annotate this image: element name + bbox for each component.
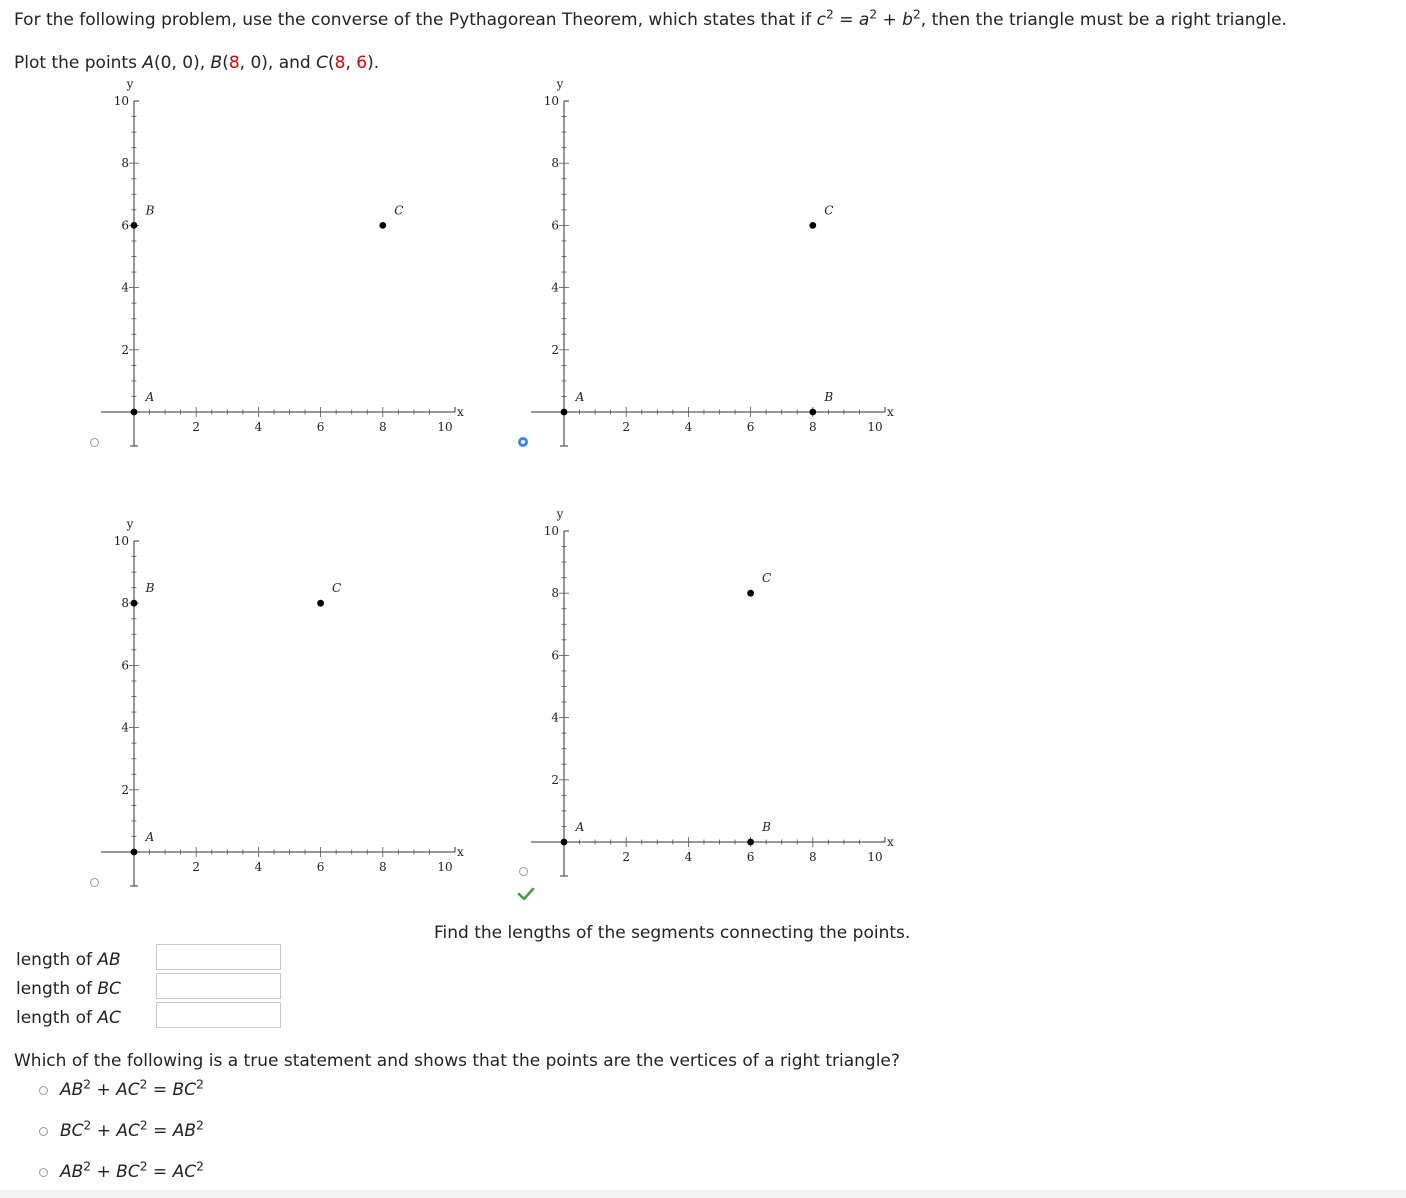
length-label-text: length of: [16, 1008, 98, 1028]
term: AB: [60, 1080, 84, 1100]
y-tick-label: 10: [543, 524, 559, 538]
y-tick-label: 10: [113, 534, 129, 548]
page-footer-shade: [0, 1190, 1406, 1198]
y-tick-label: 10: [113, 94, 129, 108]
point-a-coords: (0, 0),: [154, 53, 211, 73]
y-axis-label: y: [126, 517, 134, 531]
y-tick-label: 2: [551, 772, 559, 787]
point-a: [561, 839, 568, 846]
point-b: [747, 839, 754, 846]
exponent: 2: [196, 1118, 204, 1133]
equals-sign: =: [147, 1121, 173, 1141]
lengths-prompt: Find the lengths of the segments connecting the points.: [434, 923, 911, 943]
exponent: 2: [196, 1077, 204, 1092]
y-axis-label: y: [556, 77, 564, 91]
point-c-y: 6: [356, 53, 368, 73]
length-ab-input[interactable]: [156, 944, 281, 970]
graph-option-4[interactable]: [520, 508, 910, 888]
plus-sign: +: [91, 1162, 117, 1182]
point-label-b: B: [145, 203, 155, 218]
length-label-text: length of: [16, 950, 98, 970]
x-tick-label: 8: [378, 420, 387, 434]
paren: (: [328, 53, 335, 73]
y-tick-label: 6: [121, 658, 129, 673]
x-tick-label: 2: [622, 850, 631, 864]
x-tick-label: 10: [437, 860, 453, 874]
var-c: c: [816, 10, 827, 30]
segment-name: BC: [97, 979, 121, 999]
point-b: [131, 222, 138, 229]
statement-option-3-radio[interactable]: [39, 1168, 48, 1177]
point-c: [379, 222, 386, 229]
exponent: 2: [912, 7, 921, 22]
x-tick-label: 10: [437, 420, 453, 434]
exponent: 2: [83, 1077, 92, 1092]
length-label-text: length of: [16, 979, 98, 999]
paren: (: [222, 53, 229, 73]
point-label-c: C: [762, 571, 772, 586]
y-axis-label: y: [556, 507, 564, 521]
var-b: b: [902, 10, 913, 30]
plot-instruction: [14, 53, 379, 73]
point-label-a: A: [145, 390, 155, 404]
plus-sign: +: [91, 1080, 117, 1100]
comma: ,: [345, 53, 357, 73]
exponent: 2: [196, 1159, 204, 1174]
equals-sign: =: [147, 1080, 173, 1100]
exponent: 2: [869, 7, 878, 22]
x-tick-label: 8: [808, 850, 817, 864]
x-tick-label: 4: [684, 420, 693, 434]
term: BC: [60, 1121, 84, 1141]
statement-question: Which of the following is a true statement and shows that the points are the vertices of a right triangle?: [14, 1051, 900, 1071]
term: AC: [172, 1162, 197, 1182]
x-tick-label: 2: [192, 420, 201, 434]
point-label-b: B: [145, 581, 155, 596]
term: AC: [116, 1080, 140, 1100]
point-a: [561, 409, 568, 416]
exponent: 2: [83, 1159, 92, 1174]
x-tick-label: 2: [622, 420, 631, 434]
y-tick-label: 2: [121, 782, 129, 797]
statement-option-2[interactable]: [60, 1118, 204, 1141]
term: AC: [116, 1121, 140, 1141]
exponent: 2: [83, 1118, 92, 1133]
point-b-x: 8: [228, 53, 240, 73]
exponent: 2: [139, 1159, 148, 1174]
x-tick-label: 6: [746, 850, 755, 864]
x-tick-label: 10: [867, 850, 883, 864]
x-tick-label: 4: [684, 850, 693, 864]
var-a: a: [858, 10, 870, 30]
x-axis-label: x: [457, 845, 464, 859]
y-tick-label: 4: [121, 720, 129, 735]
point-c: [317, 600, 324, 607]
y-tick-label: 8: [551, 586, 559, 601]
statement-option-2-radio[interactable]: [39, 1127, 48, 1136]
point-a: [131, 409, 138, 416]
problem-intro: [14, 7, 1287, 30]
y-axis-label: y: [126, 77, 134, 91]
statement-option-1[interactable]: [60, 1077, 204, 1100]
length-bc-input[interactable]: [156, 973, 281, 999]
term: AB: [172, 1121, 197, 1141]
y-tick-label: 4: [121, 280, 129, 295]
exponent: 2: [139, 1077, 148, 1092]
exponent: 2: [139, 1118, 148, 1133]
point-label-c: C: [824, 203, 834, 218]
y-tick-label: 4: [551, 280, 559, 295]
segment-name: AC: [97, 1008, 121, 1028]
point-b-label: B: [210, 53, 223, 73]
y-tick-label: 10: [543, 94, 559, 108]
x-tick-label: 6: [746, 420, 755, 434]
plus-sign: +: [877, 10, 903, 30]
point-a-label: A: [142, 53, 155, 73]
y-tick-label: 8: [121, 156, 129, 171]
point-c-x: 8: [334, 53, 346, 73]
x-tick-label: 8: [808, 420, 817, 434]
point-b: [809, 409, 816, 416]
statement-option-3[interactable]: [60, 1159, 204, 1182]
point-c: [747, 590, 754, 597]
point-c-label: C: [316, 53, 328, 73]
point-label-b: B: [762, 820, 772, 834]
point-a: [131, 849, 138, 856]
term: AB: [60, 1162, 84, 1182]
x-tick-label: 10: [867, 420, 883, 434]
length-ab-label: [16, 950, 121, 970]
exponent: 2: [826, 7, 834, 22]
y-tick-label: 2: [121, 342, 129, 357]
point-label-c: C: [332, 581, 342, 596]
point-label-a: A: [575, 390, 585, 404]
term: BC: [116, 1162, 140, 1182]
statement-option-1-radio[interactable]: [39, 1086, 48, 1095]
x-axis-label: x: [887, 835, 894, 849]
y-tick-label: 8: [121, 596, 129, 611]
x-axis-label: x: [887, 405, 894, 419]
y-tick-label: 6: [551, 648, 559, 663]
x-tick-label: 6: [316, 860, 325, 874]
intro-text: For the following problem, use the converse of the Pythagorean Theorem, which states that if: [14, 10, 817, 30]
y-tick-label: 8: [551, 156, 559, 171]
checkmark-icon: [517, 887, 535, 901]
equals-sign: =: [147, 1162, 173, 1182]
x-axis-label: x: [457, 405, 464, 419]
point-label-b: B: [824, 390, 834, 404]
plus-sign: +: [91, 1121, 117, 1141]
graph-option-2[interactable]: [520, 78, 910, 458]
y-tick-label: 4: [551, 710, 559, 725]
point-b-rest: , 0), and: [239, 53, 317, 73]
segment-name: AB: [97, 950, 121, 970]
length-ac-input[interactable]: [156, 1002, 281, 1028]
x-tick-label: 4: [254, 860, 263, 874]
length-bc-label: [16, 979, 121, 999]
point-label-a: A: [575, 820, 585, 834]
x-tick-label: 8: [378, 860, 387, 874]
intro-text-end: , then the triangle must be a right triangle.: [920, 10, 1287, 30]
paren: ).: [367, 53, 380, 73]
graph-option-3[interactable]: [90, 518, 480, 898]
point-label-c: C: [394, 203, 404, 218]
plot-text: Plot the points: [14, 53, 143, 73]
y-tick-label: 6: [121, 218, 129, 233]
graph-option-1[interactable]: [90, 78, 480, 458]
point-c: [809, 222, 816, 229]
length-ac-label: [16, 1008, 121, 1028]
point-b: [131, 600, 138, 607]
x-tick-label: 4: [254, 420, 263, 434]
point-label-a: A: [145, 830, 155, 844]
term: BC: [172, 1080, 197, 1100]
y-tick-label: 6: [551, 218, 559, 233]
x-tick-label: 6: [316, 420, 325, 434]
x-tick-label: 2: [192, 860, 201, 874]
equals-sign: =: [833, 10, 859, 30]
y-tick-label: 2: [551, 342, 559, 357]
